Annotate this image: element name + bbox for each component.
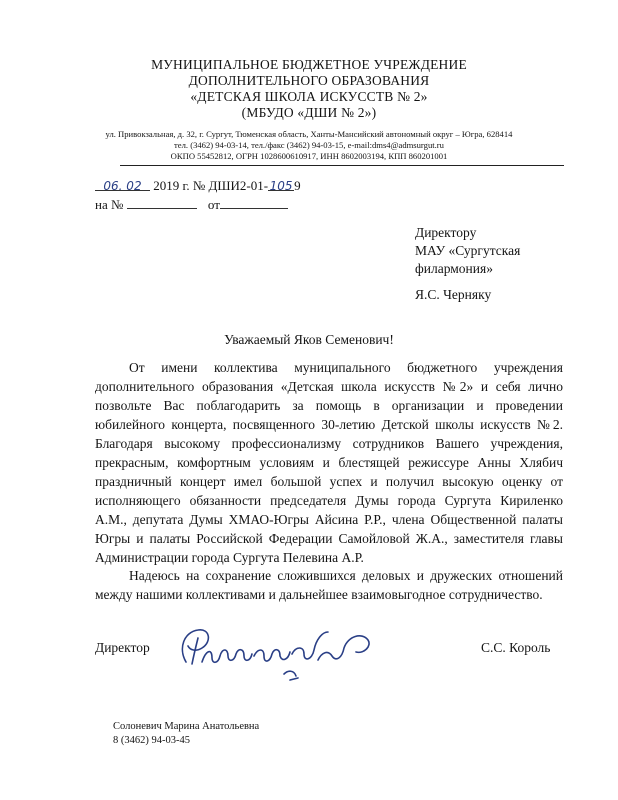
number-handwritten: 105 (269, 179, 293, 193)
handwritten-signature (172, 618, 392, 688)
address-line-1: ул. Привокзальная, д. 32, г. Сургут, Тюменская область, Ханты-Мансийский автономный округ – Югра, 628414 (105, 129, 513, 139)
registry-codes-line: ОКПО 55452812, ОГРН 1028600610917, ИНН 8602003194, КПП 860201001 (170, 151, 448, 161)
contacts-line: тел. (3462) 94-03-14, тел./факс (3462) 94-03-15, e-mail:dms4@admsurgut.ru (174, 140, 444, 150)
number-field (268, 178, 294, 191)
recipient-position: Директору (415, 225, 477, 240)
org-name-line-2: ДОПОЛНИТЕЛЬНОГО ОБРАЗОВАНИЯ (188, 73, 430, 88)
reply-on-label: на № (95, 197, 124, 212)
reply-reference-row (95, 196, 288, 213)
body-paragraph-2: Надеюсь на сохранение сложившихся деловых и дружеских отношений между нашими коллективами и дальнейшее взаимовыгодное сотрудничество. (95, 568, 563, 602)
number-suffix: 9 (294, 178, 301, 193)
reply-number-blank (127, 196, 197, 209)
signatory-position: Директор (95, 640, 150, 655)
recipient-org-line-1: МАУ «Сургутская (415, 243, 521, 258)
date-handwritten: 06. 02 (103, 179, 142, 193)
reply-from-label: от (207, 197, 220, 212)
body-paragraph-1: От имени коллектива муниципального бюджетного учреждения дополнительного образования «Детская школа искусств №2» и себя лично позвольте Вас поблагодарить за помощь в организации и проведении юбилейного концерта, посвященного 30-летию Детской школы искусств №2. Благодаря высокому профессионализму сотрудников Вашего учреждения, прекрасным, комфортным условиям и блестящей режиссуре Анны Хлябич праздничный концерт имел большой успех и получил высокую оценку от исполняющего обязанности председателя Думы города Сургута Кириленко А.М., депутата Думы ХМАО-Югры Айсина Р.Р., члена Общественной палаты Югры и палаты Российской Федерации Самойловой Ж.А., заместителя главы Администрации города Сургута Пелевина А.Р. (95, 360, 563, 565)
recipient-name: Я.С. Черняку (415, 287, 492, 302)
year-and-prefix: 2019 г. № ДШИ2-01- (153, 178, 269, 193)
reply-date-blank (220, 196, 288, 209)
date-field (95, 178, 150, 191)
org-name-line-3: «ДЕТСКАЯ ШКОЛА ИСКУССТВ № 2» (190, 89, 428, 104)
org-name-line-1: МУНИЦИПАЛЬНОЕ БЮДЖЕТНОЕ УЧРЕЖДЕНИЕ (151, 57, 467, 72)
recipient-org-line-2: филармония» (415, 261, 493, 276)
executor-phone: 8 (3462) 94-03-45 (113, 735, 190, 746)
org-abbreviation: (МБУДО «ДШИ № 2») (241, 105, 377, 120)
executor-name: Солоневич Марина Анатольевна (113, 721, 260, 732)
signatory-name: С.С. Король (481, 640, 551, 655)
outgoing-number-row (95, 178, 301, 194)
greeting: Уважаемый Яков Семенович! (224, 332, 394, 347)
header-divider (120, 165, 564, 166)
